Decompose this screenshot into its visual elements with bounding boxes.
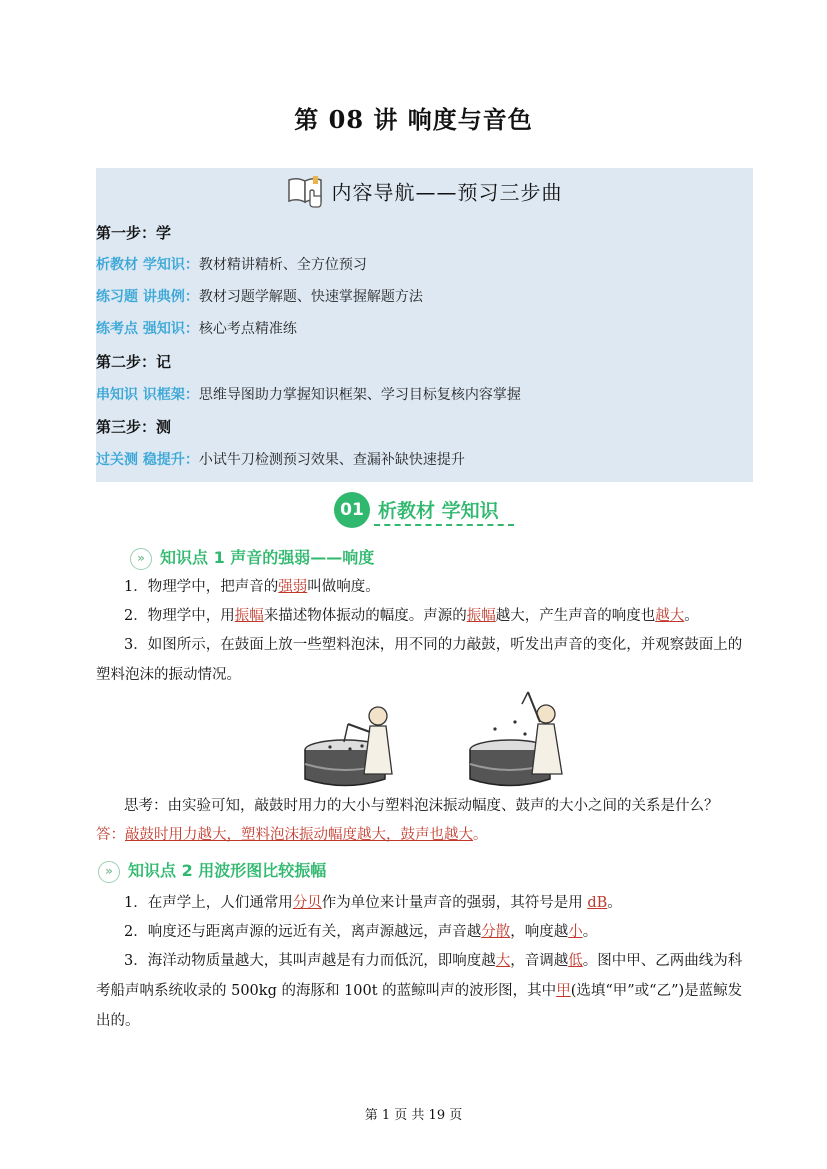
text: 。 — [684, 608, 699, 624]
answer-prefix: 答： — [96, 827, 125, 843]
answer-blank: 越大 — [655, 608, 685, 624]
text: 越大，产生声音的响度也 — [495, 608, 656, 624]
nav-item-key: 析教材 学知识： — [96, 257, 199, 273]
kp1-title-text: 知识点 1 声音的强弱——响度 — [160, 548, 375, 567]
nav-header-text: 内容导航——预习三步曲 — [331, 180, 563, 205]
kp2-line-2 — [96, 917, 756, 947]
nav-step-3: 第三步：测 — [96, 418, 172, 436]
nav-item-desc: 思维导图助力掌握知识框架、学习目标复核内容掌握 — [198, 387, 521, 403]
section-underline — [374, 524, 514, 526]
drum-experiment-figure — [300, 684, 580, 794]
answer-blank: 强弱 — [278, 579, 308, 595]
text: 叫做响度。 — [307, 579, 380, 595]
answer-blank: dB — [587, 895, 608, 911]
text: 2．响度还与距离声源的远近有关，离声源越远，声音越 — [124, 924, 482, 940]
kp2-title-text: 知识点 2 用波形图比较振幅 — [128, 861, 327, 880]
answer-blank: 大 — [495, 953, 511, 969]
kp1-think-question: 思考：由实验可知，敲鼓时用力的大小与塑料泡沫振动幅度、鼓声的大小之间的关系是什么？ — [124, 798, 719, 814]
page-title: 第 08 讲 响度与音色 — [294, 105, 533, 134]
kp2-line-1 — [96, 888, 756, 918]
nav-item-desc: 小试牛刀检测预习效果、查漏补缺快速提升 — [198, 452, 465, 468]
nav-item-desc: 核心考点精准练 — [198, 321, 297, 337]
double-chevron-icon: » — [98, 861, 120, 883]
answer-blank: 小 — [568, 924, 583, 940]
kp1-line-1 — [96, 572, 756, 602]
answer-blank: 分贝 — [292, 895, 322, 911]
drum-figure-hard — [470, 692, 562, 786]
nav-item-key: 串知识 识框架： — [96, 387, 199, 403]
text: 来描述物体振动的幅度。声源的 — [263, 608, 467, 624]
page-footer: 第 1 页 共 19 页 — [364, 1108, 463, 1123]
kp1-line-2 — [96, 601, 756, 631]
nav-item-key: 练考点 强知识： — [96, 321, 199, 337]
nav-step-2: 第二步：记 — [96, 353, 172, 371]
content-navigation-box — [96, 168, 753, 482]
drum-figure-soft — [305, 707, 392, 786]
text: 。 — [582, 924, 598, 940]
nav-step-1: 第一步：学 — [96, 224, 172, 242]
kp1-answer — [96, 820, 756, 850]
nav-item — [96, 318, 297, 340]
nav-header — [96, 174, 753, 210]
nav-item-key: 过关测 稳提升： — [96, 452, 199, 468]
text: 。 — [607, 895, 622, 911]
nav-item — [96, 286, 423, 308]
nav-item — [96, 254, 367, 276]
text: 3．海洋动物质量越大，其叫声越是有力而低沉，即响度越 — [124, 953, 496, 969]
text: 1．物理学中，把声音的 — [124, 579, 279, 595]
section-badge: 01 — [334, 492, 370, 528]
answer-blank: 振幅 — [466, 608, 496, 624]
knowledge-point-2-title — [98, 858, 326, 883]
book-pointer-icon — [286, 174, 326, 208]
answer-blank: 低 — [568, 953, 583, 969]
nav-item-desc: 教材精讲精析、全方位预习 — [198, 257, 367, 273]
answer-blank: 分散 — [481, 924, 511, 940]
double-chevron-icon: » — [130, 548, 152, 570]
kp1-line-3: 3．如图所示，在鼓面上放一些塑料泡沫，用不同的力敲鼓，听发出声音的变化，并观察鼓面上的塑料泡沫的振动情况。 — [96, 637, 743, 683]
nav-item — [96, 384, 521, 406]
answer-blank: 甲 — [556, 983, 571, 999]
kp2-line-3 — [96, 946, 756, 1036]
text: 。图中甲、乙两曲线为科考船声呐系统收录的 500kg 的海豚和 100t 的蓝鲸叫声的波形图，其中 — [96, 953, 743, 999]
nav-item — [96, 449, 465, 471]
text: 作为单位来计量声音的强弱，其符号是用 — [321, 895, 588, 911]
section-label: 析教材 学知识 — [378, 500, 499, 522]
text: (选填“甲”或“乙”)是蓝鲸发出的。 — [96, 983, 743, 1029]
text: 1．在声学上，人们通常用 — [124, 895, 293, 911]
answer-text: 敲鼓时用力越大，塑料泡沫振动幅度越大，鼓声也越大 — [125, 827, 473, 843]
text: ，响度越 — [510, 924, 569, 940]
section-heading — [334, 492, 524, 528]
knowledge-point-1-title — [130, 545, 374, 570]
text: 。 — [473, 827, 488, 843]
text: ，音调越 — [510, 953, 569, 969]
text: 2．物理学中，用 — [124, 608, 235, 624]
nav-item-desc: 教材习题学解题、快速掌握解题方法 — [198, 289, 423, 305]
answer-blank: 振幅 — [234, 608, 264, 624]
nav-item-key: 练习题 讲典例： — [96, 289, 199, 305]
